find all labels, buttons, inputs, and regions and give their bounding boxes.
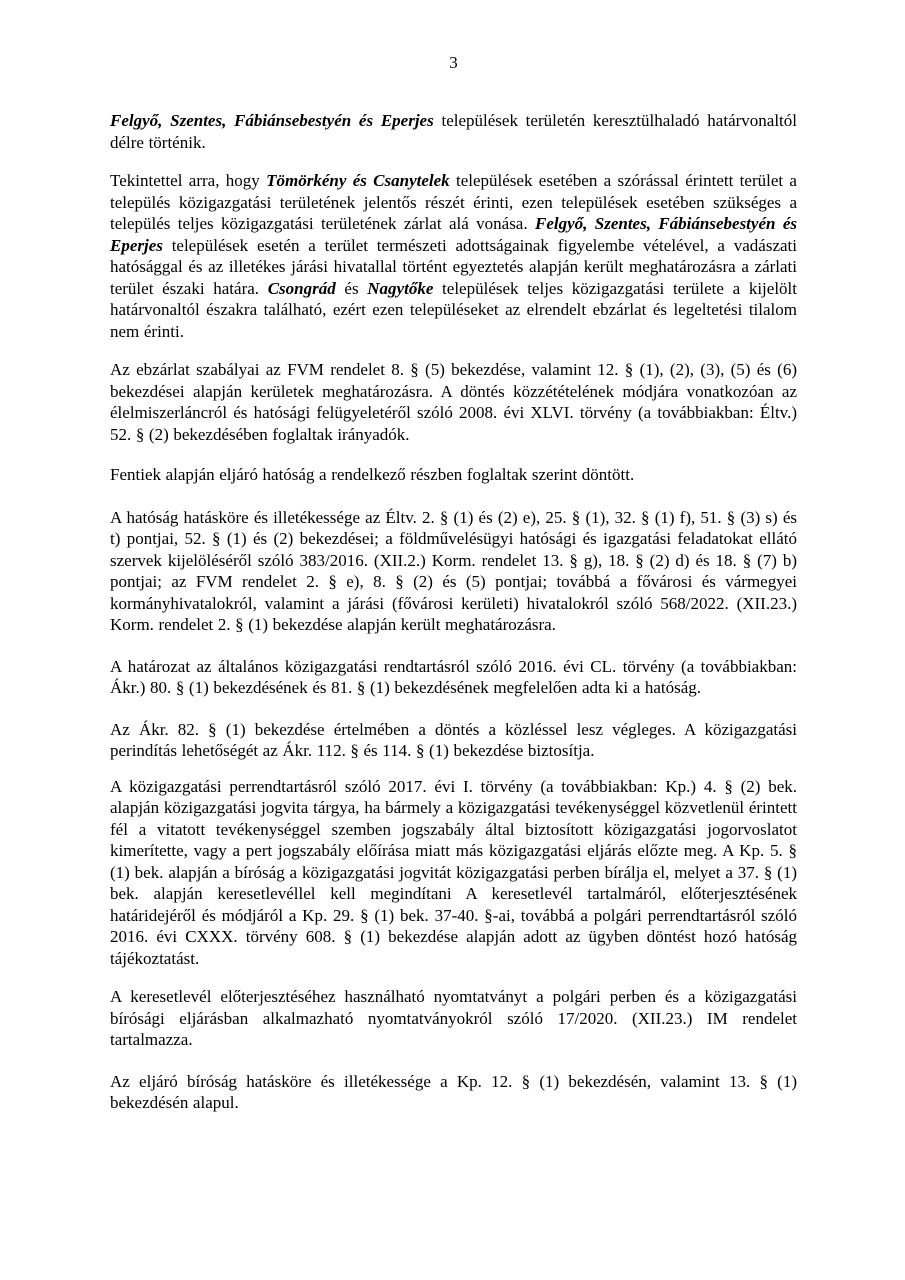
paragraph — [110, 719, 797, 762]
emphasized-text: Tömörkény és Csanytelek — [266, 171, 450, 190]
paragraph — [110, 110, 797, 153]
emphasized-text: Nagytőke — [367, 278, 434, 298]
body-text: A határozat az általános közigazgatási rendtartásról szóló 2016. évi CL. törvény (a továbbiakban: Ákr.) 80. § (1) bekezdésének és 81. § (1) bekezdésének megfelelően adta ki a hatóság. — [110, 656, 797, 697]
body-text: települések esetén a terület természeti adottságainak figyelembe vételével, a vadászati hatósággal és az illetékes járási hivatallal történt egyeztetés alapján került meghatározásra a zárlati terület északi határa. — [110, 235, 797, 298]
paragraph — [110, 656, 797, 699]
emphasized-text: Csongrád — [267, 278, 336, 298]
body-text: települések esetében a szórással érintett terület a település közigazgatási területének jelentős részét érinti, ezen települések esetében szükséges a település teljes közigazgatási területének zárlat alá vonása. — [110, 171, 797, 233]
page-number: 3 — [449, 53, 458, 72]
emphasized-text: Felgyő, Szentes, Fábiánsebestyén és Eperjes — [110, 111, 434, 130]
paragraph — [110, 986, 797, 1051]
document-body — [110, 0, 797, 1114]
body-text: Fentiek alapján eljáró hatóság a rendelkező részben foglaltak szerint döntött. — [110, 465, 635, 484]
emphasized-text: Felgyő, Szentes, Fábiánsebestyén és Eperjes — [110, 214, 797, 255]
body-text: A hatóság hatásköre és illetékessége az Éltv. 2. § (1) és (2) e), 25. § (1), 32. § (1) f), 51. § (3) s) és t) pontjai, 52. § (1) és (2) bekezdései; a földművelésügyi hatósági és igazgatási feladatokat ellátó szervek kijelöléséről szóló 383/2016. (XII.2.) Korm. rendelet 13. § g), 18. § (2) d) és 18. § (7) b) pontjai; az FVM rendelet 2. § e), 8. § (2) és (5) pontjai; továbbá a fővárosi és vármegyei kormányhivatalokról, valamint a járási (fővárosi kerületi) hivatalokról szóló 568/2022. (XII.23.) Korm. rendelet 2. § (1) bekezdése alapján került meghatározásra. — [110, 507, 797, 634]
paragraph — [110, 359, 797, 445]
body-text: Az Ákr. 82. § (1) bekezdése értelmében a döntés a közléssel lesz végleges. A közigazgatási perindítás lehetőségét az Ákr. 112. § és 114. § (1) bekezdése biztosítja. — [110, 719, 797, 760]
paragraph — [110, 1071, 797, 1114]
paragraph — [110, 464, 797, 486]
body-text: települések területén keresztülhaladó határvonaltól délre történik. — [110, 111, 797, 152]
paragraph — [110, 170, 797, 342]
body-text: települések teljes közigazgatási területe a kijelölt határvonaltól északra található, ezért ezen településeket az elrendelt ebzárlat és legeltetési tilalom nem érinti. — [110, 278, 797, 341]
body-text: Tekintettel arra, hogy — [110, 171, 267, 190]
body-text: A közigazgatási perrendtartásról szóló 2017. évi I. törvény (a továbbiakban: Kp.) 4. § (2) bek. alapján közigazgatási jogvita tárgya, ha bármely a közigazgatási tevékenységgel közvetlenül érintett fél a vitatott tevékenységgel szemben jogszabály által biztosított közigazgatási jogorvoslatot kimerítette, vagy a pert jogszabály előírása miatt más közigazgatási eljárás előzte meg. A Kp. 5. § (1) bek. alapján a bíróság a közigazgatási jogvitát közigazgatási perben bírálja el, melyet a 37. § (1) bek. alapján keresetlevéllel kell megindítani A keresetlevél tartalmáról, előterjesztésének határidejéről és módjáról a Kp. 29. § (1) bek. 37-40. §-ai, továbbá a polgári perrendtartásról szóló 2016. évi CXXX. törvény 608. § (1) bekezdése alapján adott az ügyben döntést hozó hatóság tájékoztatást. — [110, 776, 797, 968]
body-text: A keresetlevél előterjesztéséhez használható nyomtatványt a polgári perben és a közigazgatási bírósági eljárásban alkalmazható nyomtatványokról szóló 17/2020. (XII.23.) IM rendelet tartalmazza. — [110, 987, 797, 1049]
body-text: Az eljáró bíróság hatásköre és illetékessége a Kp. 12. § (1) bekezdésén, valamint 13. § (1) bekezdésén alapul. — [110, 1071, 797, 1112]
paragraph — [110, 507, 797, 636]
paragraph — [110, 776, 797, 970]
body-text: Az ebzárlat szabályai az FVM rendelet 8. § (5) bekezdése, valamint 12. § (1), (2), (3), (5) és (6) bekezdései alapján kerületek meghatározásra. A döntés közzétételének módjára vonatkozóan az élelmiszerláncról és hatósági felügyeletéről szóló 2008. évi XLVI. törvény (a továbbiakban: Éltv.) 52. § (2) bekezdésében foglaltak irányadók. — [110, 360, 797, 444]
body-text: és — [335, 278, 368, 298]
